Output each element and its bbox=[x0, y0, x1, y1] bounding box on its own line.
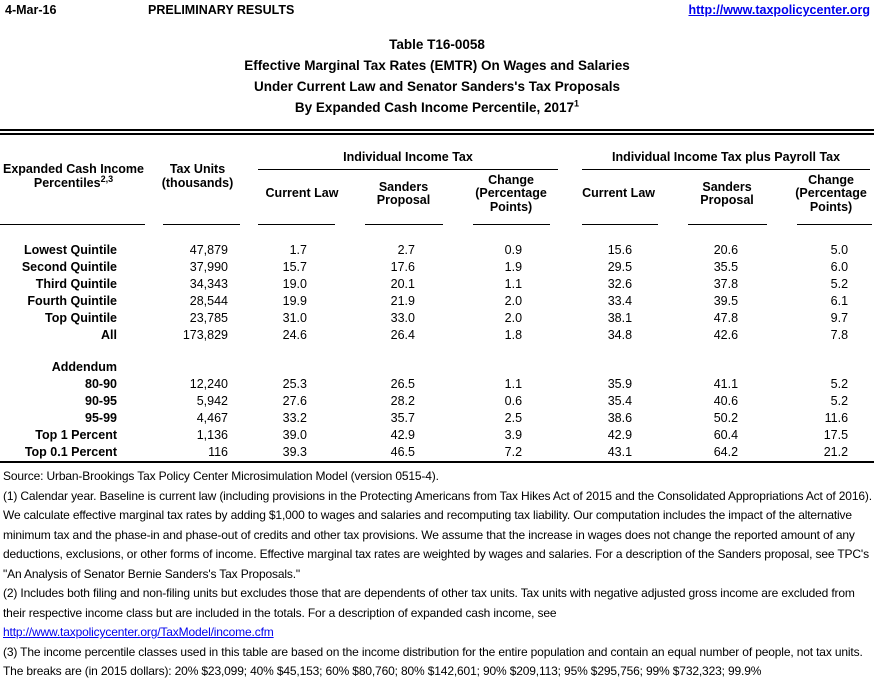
group-header-row bbox=[0, 135, 874, 170]
value-cell: 7.8 bbox=[830, 328, 849, 342]
column-header-payroll-sanders-proposal-text: Sanders Proposal bbox=[700, 179, 754, 207]
group-header-individual-income-tax-text: Individual Income Tax bbox=[258, 151, 558, 171]
spacer-row bbox=[0, 227, 874, 242]
footnote-1: (1) Calendar year. Baseline is current law (including provisions in the Protecting Americans from Tax Hikes Act of 2015 and the Consolidated Appropriations Act of 2016). We calculate effective marginal tax rates by adding $1,000 to wages and salaries and recomputing tax liability. Our computation includes the impact of the alternative minimum tax and the phase-in and phase-out of credits and other tax provisions. We assume that the increase in wages does not change the reported amount of any deductions, exclusions, or other forms of income. Effective marginal tax rates are weighted by wages and salaries. For a description of the Sanders proposal, see TPC's "An Analysis of Senator Bernie Sanders's Tax Proposals." bbox=[3, 488, 872, 581]
value-cell bbox=[451, 359, 558, 376]
value-cell: 33.2 bbox=[282, 411, 307, 425]
value-cell: 37,990 bbox=[189, 260, 228, 274]
value-cell: 6.0 bbox=[830, 260, 849, 274]
table-row bbox=[0, 427, 874, 444]
value-cell: 47,879 bbox=[189, 243, 228, 257]
value-cell: 26.5 bbox=[390, 377, 415, 391]
percentiles-footnote-marker: 2,3 bbox=[100, 173, 114, 184]
column-underline bbox=[0, 218, 147, 227]
value-cell: 11.6 bbox=[824, 411, 849, 425]
value-cell: 5.2 bbox=[830, 277, 849, 291]
value-cell: 50.2 bbox=[713, 411, 739, 425]
value-cell bbox=[558, 359, 666, 376]
value-cell: 28.2 bbox=[390, 394, 415, 408]
value-cell: 35.7 bbox=[390, 411, 415, 425]
value-cell: 31.0 bbox=[282, 311, 307, 325]
value-cell: 15.6 bbox=[607, 243, 633, 257]
value-cell: 42.9 bbox=[607, 428, 633, 442]
footnotes-block bbox=[3, 467, 872, 682]
title-line-percentile-text: By Expanded Cash Income Percentile, 2017 bbox=[294, 100, 575, 115]
value-cell bbox=[248, 359, 343, 376]
value-cell: 37.8 bbox=[713, 277, 739, 291]
column-header-iit-change-text: Change (Percentage Points) bbox=[475, 172, 547, 214]
value-cell: 3.9 bbox=[504, 428, 523, 442]
value-cell: 47.8 bbox=[713, 311, 739, 325]
column-underline bbox=[343, 218, 451, 227]
emtr-table-container bbox=[0, 129, 874, 463]
value-cell: 19.0 bbox=[282, 277, 307, 291]
row-label: Top Quintile bbox=[45, 311, 117, 325]
value-cell: 64.2 bbox=[713, 445, 739, 459]
taxpolicycenter-link[interactable]: http://www.taxpolicycenter.org bbox=[688, 3, 870, 17]
value-cell: 1.1 bbox=[504, 377, 523, 391]
row-label: 80-90 bbox=[85, 377, 117, 391]
column-underline bbox=[147, 218, 248, 227]
value-cell bbox=[147, 359, 248, 376]
value-cell: 38.1 bbox=[607, 311, 633, 325]
table-row bbox=[0, 259, 874, 276]
table-body bbox=[0, 227, 874, 461]
group-header-income-plus-payroll-tax bbox=[558, 135, 874, 170]
table-row bbox=[0, 410, 874, 427]
column-header-iit-current-law-text: Current Law bbox=[265, 186, 339, 201]
footnote-2: (2) Includes both filing and non-filing units but excludes those that are dependents of other tax units. Tax units with negative adjusted gross income are excluded from their respective income class but are included in the totals. For a description of expanded cash income, see bbox=[3, 586, 855, 620]
column-underline bbox=[666, 218, 775, 227]
table-row bbox=[0, 293, 874, 310]
value-cell: 17.5 bbox=[823, 428, 849, 442]
preliminary-results-label: PRELIMINARY RESULTS bbox=[148, 3, 295, 17]
value-cell bbox=[775, 359, 874, 376]
value-cell: 12,240 bbox=[189, 377, 228, 391]
value-cell: 28,544 bbox=[189, 294, 228, 308]
value-cell: 20.6 bbox=[713, 243, 739, 257]
column-underline bbox=[451, 218, 558, 227]
spacer-row bbox=[0, 344, 874, 359]
value-cell: 5.2 bbox=[830, 377, 849, 391]
value-cell: 21.9 bbox=[390, 294, 415, 308]
top-header-bar bbox=[0, 3, 874, 20]
value-cell: 34,343 bbox=[189, 277, 228, 291]
column-header-tax-units-text: Tax Units (thousands) bbox=[161, 162, 234, 190]
column-header-iit-change bbox=[451, 170, 558, 218]
value-cell: 2.7 bbox=[397, 243, 415, 257]
value-cell: 60.4 bbox=[713, 428, 739, 442]
value-cell: 42.9 bbox=[390, 428, 415, 442]
row-label: Third Quintile bbox=[35, 277, 117, 291]
row-label: 95-99 bbox=[85, 411, 117, 425]
table-row bbox=[0, 310, 874, 327]
value-cell: 43.1 bbox=[607, 445, 633, 459]
value-cell: 19.9 bbox=[282, 294, 307, 308]
table-title-block bbox=[0, 34, 874, 118]
row-label: Second Quintile bbox=[21, 260, 117, 274]
date-label: 4-Mar-16 bbox=[5, 3, 57, 17]
column-header-iit-sanders-proposal-text: Sanders Proposal bbox=[376, 179, 431, 207]
value-cell: 46.5 bbox=[390, 445, 415, 459]
table-row bbox=[0, 444, 874, 461]
table-row bbox=[0, 242, 874, 259]
value-cell: 35.9 bbox=[607, 377, 633, 391]
value-cell: 0.6 bbox=[504, 394, 523, 408]
table-bottom-rule bbox=[0, 461, 874, 463]
value-cell: 26.4 bbox=[390, 328, 415, 342]
table-row bbox=[0, 327, 874, 344]
value-cell: 1.9 bbox=[504, 260, 523, 274]
row-label: Top 1 Percent bbox=[35, 428, 117, 442]
income-cfm-link[interactable]: http://www.taxpolicycenter.org/TaxModel/income.cfm bbox=[3, 625, 274, 639]
value-cell: 5.0 bbox=[830, 243, 849, 257]
value-cell: 35.4 bbox=[607, 394, 633, 408]
value-cell: 4,467 bbox=[196, 411, 228, 425]
value-cell: 40.6 bbox=[713, 394, 739, 408]
value-cell: 5,942 bbox=[196, 394, 228, 408]
column-underline bbox=[248, 218, 343, 227]
row-label: Addendum bbox=[51, 360, 117, 374]
value-cell: 39.3 bbox=[282, 445, 307, 459]
value-cell: 34.8 bbox=[607, 328, 633, 342]
value-cell: 25.3 bbox=[282, 377, 307, 391]
spacer-cell bbox=[0, 227, 874, 242]
title-line-proposals: Under Current Law and Senator Sanders's Tax Proposals bbox=[253, 79, 621, 94]
value-cell: 35.5 bbox=[713, 260, 739, 274]
column-header-iit-current-law bbox=[248, 170, 343, 218]
title-line-emtr: Effective Marginal Tax Rates (EMTR) On Wages and Salaries bbox=[244, 58, 630, 73]
value-cell bbox=[666, 359, 775, 376]
column-underline bbox=[558, 218, 666, 227]
column-header-payroll-sanders-proposal bbox=[666, 170, 775, 218]
value-cell: 33.4 bbox=[607, 294, 633, 308]
column-header-payroll-current-law bbox=[558, 170, 666, 218]
value-cell: 39.5 bbox=[713, 294, 739, 308]
column-header-payroll-change bbox=[775, 170, 874, 218]
value-cell: 21.2 bbox=[823, 445, 849, 459]
footnote-3: (3) The income percentile classes used in this table are based on the income distribution for the entire population and contain an equal number of people, not tax units. The breaks are (in 2015 dollars): 20% $23,099; 40% $45,153; 60% $80,760; 80% $142,601; 90% $209,113; 95% $295,756; 99% $732,323; 99.9% bbox=[3, 644, 863, 678]
value-cell: 38.6 bbox=[607, 411, 633, 425]
value-cell bbox=[343, 359, 451, 376]
column-header-percentiles bbox=[0, 135, 147, 218]
column-header-percentiles-text: Expanded Cash Income Percentiles bbox=[2, 162, 144, 190]
value-cell: 173,829 bbox=[182, 328, 228, 342]
group-header-income-plus-payroll-tax-text: Individual Income Tax plus Payroll Tax bbox=[582, 151, 870, 171]
row-label: Lowest Quintile bbox=[23, 243, 117, 257]
value-cell: 27.6 bbox=[282, 394, 307, 408]
value-cell: 39.0 bbox=[282, 428, 307, 442]
row-label: All bbox=[101, 328, 117, 342]
column-header-payroll-change-text: Change (Percentage Points) bbox=[795, 172, 867, 214]
value-cell: 41.1 bbox=[713, 377, 739, 391]
group-header-individual-income-tax bbox=[248, 135, 558, 170]
table-row bbox=[0, 376, 874, 393]
value-cell: 9.7 bbox=[830, 311, 849, 325]
value-cell: 24.6 bbox=[282, 328, 307, 342]
value-cell: 1,136 bbox=[196, 428, 228, 442]
title-line-percentile bbox=[0, 97, 874, 118]
spacer-cell bbox=[0, 344, 874, 359]
column-underline bbox=[775, 218, 874, 227]
value-cell: 20.1 bbox=[390, 277, 415, 291]
emtr-table bbox=[0, 135, 874, 461]
table-number-title: Table T16-0058 bbox=[389, 37, 485, 52]
row-label: 90-95 bbox=[85, 394, 117, 408]
value-cell: 23,785 bbox=[189, 311, 228, 325]
value-cell: 7.2 bbox=[504, 445, 523, 459]
title-footnote-marker: 1 bbox=[574, 98, 580, 109]
value-cell: 17.6 bbox=[390, 260, 415, 274]
value-cell: 2.5 bbox=[504, 411, 523, 425]
value-cell: 29.5 bbox=[607, 260, 633, 274]
column-header-payroll-current-law-text: Current Law bbox=[582, 186, 655, 201]
value-cell: 2.0 bbox=[504, 294, 523, 308]
value-cell: 1.1 bbox=[504, 277, 523, 291]
row-label: Top 0.1 Percent bbox=[24, 445, 117, 459]
value-cell: 5.2 bbox=[830, 394, 849, 408]
value-cell: 32.6 bbox=[607, 277, 633, 291]
value-cell: 116 bbox=[208, 445, 228, 459]
value-cell: 1.7 bbox=[289, 243, 307, 257]
table-row bbox=[0, 393, 874, 410]
value-cell: 6.1 bbox=[830, 294, 849, 308]
row-label: Fourth Quintile bbox=[27, 294, 117, 308]
column-header-iit-sanders-proposal bbox=[343, 170, 451, 218]
column-header-tax-units bbox=[147, 135, 248, 218]
value-cell: 1.8 bbox=[504, 328, 523, 342]
table-row bbox=[0, 276, 874, 293]
value-cell: 42.6 bbox=[713, 328, 739, 342]
header-underline-row bbox=[0, 218, 874, 227]
value-cell: 15.7 bbox=[282, 260, 307, 274]
value-cell: 0.9 bbox=[504, 243, 523, 257]
value-cell: 33.0 bbox=[390, 311, 415, 325]
source-note: Source: Urban-Brookings Tax Policy Center Microsimulation Model (version 0515-4). bbox=[3, 469, 439, 483]
value-cell: 2.0 bbox=[504, 311, 523, 325]
section-row bbox=[0, 359, 874, 376]
